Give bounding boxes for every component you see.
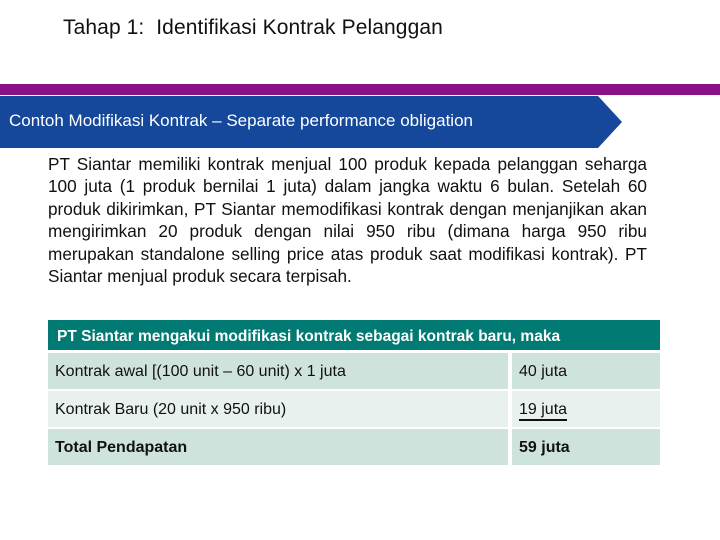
row-label: Total Pendapatan: [48, 429, 512, 465]
underlined-value: 19 juta: [519, 401, 567, 421]
table-row: [48, 353, 660, 391]
banner-text: Contoh Modifikasi Kontrak – Separate performance obligation: [9, 111, 473, 130]
example-banner: [0, 96, 622, 148]
table-header: PT Siantar mengakui modifikasi kontrak sebagai kontrak baru, maka: [48, 320, 660, 353]
table-row-total: [48, 429, 660, 467]
row-value: 40 juta: [519, 363, 568, 380]
row-value: [512, 391, 660, 427]
row-label: Kontrak awal [(100 unit – 60 unit) x 1 juta: [48, 353, 512, 389]
table-row: [48, 391, 660, 429]
row-label: Kontrak Baru (20 unit x 950 ribu): [48, 391, 512, 427]
row-value: 59 juta: [519, 439, 570, 456]
purple-divider-bar: [0, 84, 720, 95]
slide-title: Tahap 1: Identifikasi Kontrak Pelanggan: [63, 16, 443, 39]
revenue-table: [48, 320, 660, 467]
case-description: PT Siantar memiliki kontrak menjual 100 produk kepada pelanggan seharga 100 juta (1 produk bernilai 1 juta) dalam jangka waktu 6 bulan. Setelah 60 produk dikirimkan, PT Siantar memodifikasi kontrak dengan menjanjikan akan mengirimkan 20 produk dengan nilai 950 ribu (dimana harga 950 ribu merupakan standalone selling price atas produk saat modifikasi kontrak). PT Siantar menjual produk secara terpisah.: [48, 154, 647, 287]
